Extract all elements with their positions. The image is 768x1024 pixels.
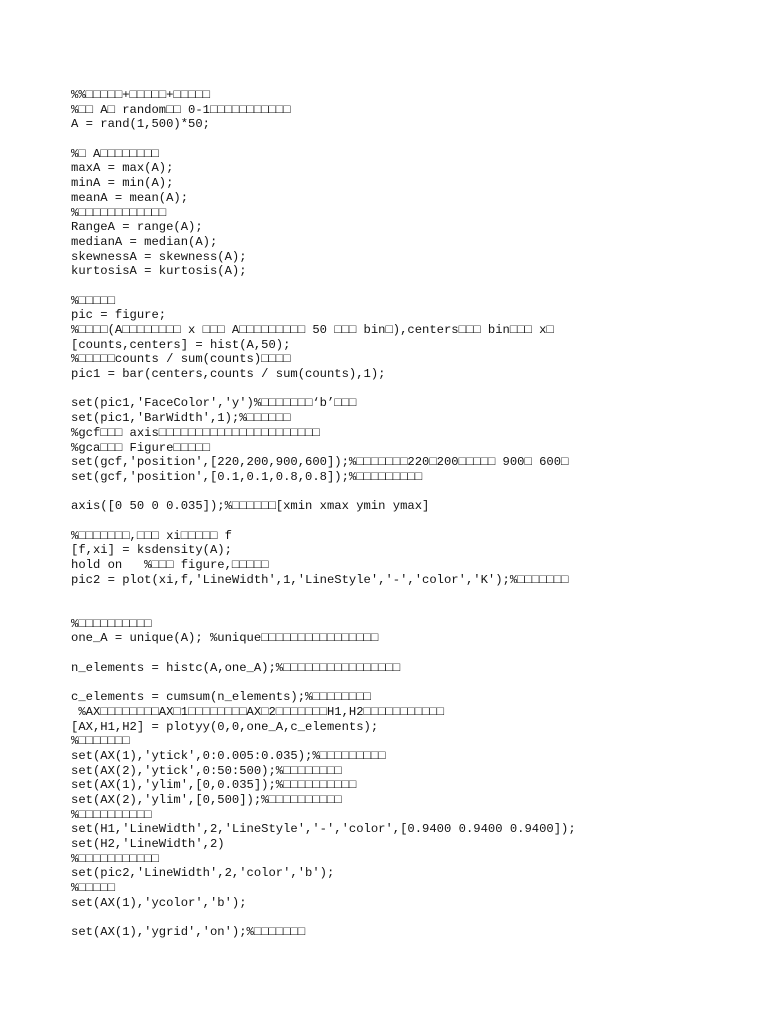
code-line: %□□ A□ random□□ 0-1□□□□□□□□□□□ bbox=[71, 102, 291, 117]
code-line: set(AX(1),'ygrid','on');%□□□□□□□ bbox=[71, 925, 306, 940]
code-line: set(AX(1),'ylim',[0,0.035]);%□□□□□□□□□□ bbox=[71, 778, 357, 793]
code-line: A = rand(1,500)*50; bbox=[71, 117, 210, 132]
code-line: set(gcf,'position',[220,200,900,600]);%□□□□□□□220□200□□□□□ 900□ 600□ bbox=[71, 455, 569, 470]
code-line: %gca□□□ Figure□□□□□ bbox=[71, 440, 210, 455]
code-line: %□□□□□□□,□□□ xi□□□□□ f bbox=[71, 528, 232, 543]
code-line: maxA = max(A); bbox=[71, 161, 174, 176]
code-line: %AX□□□□□□□□AX□1□□□□□□□□AX□2□□□□□□□H1,H2□□□□□□□□□□□ bbox=[71, 704, 444, 719]
code-line: [f,xi] = ksdensity(A); bbox=[71, 543, 232, 558]
code-line: pic = figure; bbox=[71, 308, 167, 323]
code-line: %□□□□(A□□□□□□□□ x □□□ A□□□□□□□□□ 50 □□□ bin□),centers□□□ bin□□□ x□ bbox=[71, 323, 554, 337]
code-line: %□ A□□□□□□□□ bbox=[71, 146, 159, 161]
code-line: set(pic2,'LineWidth',2,'color','b'); bbox=[71, 866, 335, 881]
code-line: %□□□□□□□□□□□□ bbox=[71, 205, 167, 220]
code-line: [AX,H1,H2] = plotyy(0,0,one_A,c_elements); bbox=[71, 719, 379, 734]
code-line: minA = min(A); bbox=[71, 176, 174, 191]
code-line bbox=[71, 587, 751, 602]
code-line: medianA = median(A); bbox=[71, 234, 218, 249]
code-line: pic2 = plot(xi,f,'LineWidth',1,'LineStyle','-','color','K');%□□□□□□□ bbox=[71, 572, 569, 587]
code-line: %□□□□□ bbox=[71, 293, 115, 308]
code-line: set(gcf,'position',[0.1,0.1,0.8,0.8]);%□□□□□□□□□ bbox=[71, 469, 423, 484]
code-line: meanA = mean(A); bbox=[71, 190, 189, 205]
code-line: pic1 = bar(centers,counts / sum(counts),1); bbox=[71, 367, 386, 382]
code-line: n_elements = histc(A,one_A);%□□□□□□□□□□□□□□□□ bbox=[71, 660, 401, 675]
code-line: set(pic1,'BarWidth',1);%□□□□□□ bbox=[71, 411, 291, 426]
code-line: %%□□□□□+□□□□□+□□□□□ bbox=[71, 88, 210, 102]
code-line: set(AX(1),'ycolor','b'); bbox=[71, 895, 247, 910]
code-line: kurtosisA = kurtosis(A); bbox=[71, 264, 247, 279]
code-line: %□□□□□□□□□□ bbox=[71, 807, 152, 822]
code-line bbox=[71, 676, 751, 691]
code-line: one_A = unique(A); %unique□□□□□□□□□□□□□□□□ bbox=[71, 631, 379, 646]
code-line bbox=[71, 132, 751, 147]
code-line: set(AX(1),'ytick',0:0.005:0.035);%□□□□□□□□□ bbox=[71, 748, 386, 763]
code-block bbox=[71, 88, 751, 940]
code-line: set(H2,'LineWidth',2) bbox=[71, 837, 225, 852]
code-line: %□□□□□□□ bbox=[71, 734, 130, 749]
code-line bbox=[71, 514, 751, 529]
code-line bbox=[71, 646, 751, 661]
code-line: %gcf□□□ axis□□□□□□□□□□□□□□□□□□□□□□ bbox=[71, 425, 320, 440]
code-line: [counts,centers] = hist(A,50); bbox=[71, 337, 291, 352]
code-line: hold on %□□□ figure,□□□□□ bbox=[71, 558, 269, 572]
code-line: axis([0 50 0 0.035]);%□□□□□□[xmin xmax ymin ymax] bbox=[71, 499, 430, 514]
code-line: set(AX(2),'ylim',[0,500]);%□□□□□□□□□□ bbox=[71, 793, 342, 807]
code-line: set(AX(2),'ytick',0:50:500);%□□□□□□□□ bbox=[71, 763, 342, 778]
code-line: %□□□□□□□□□□ bbox=[71, 616, 152, 631]
code-line: c_elements = cumsum(n_elements);%□□□□□□□□ bbox=[71, 690, 371, 705]
code-line: RangeA = range(A); bbox=[71, 220, 203, 235]
code-line: %□□□□□□□□□□□ bbox=[71, 851, 159, 866]
code-line: set(pic1,'FaceColor','y')%□□□□□□□‘b’□□□ bbox=[71, 396, 357, 411]
code-line bbox=[71, 382, 751, 397]
code-line bbox=[71, 485, 751, 500]
code-line bbox=[71, 279, 751, 294]
code-line: %□□□□□ bbox=[71, 881, 115, 896]
code-line bbox=[71, 602, 751, 617]
code-line bbox=[71, 911, 751, 926]
code-line: skewnessA = skewness(A); bbox=[71, 249, 247, 264]
code-line: set(H1,'LineWidth',2,'LineStyle','-','color',[0.9400 0.9400 0.9400]); bbox=[71, 822, 576, 837]
code-line: %□□□□□counts / sum(counts)□□□□ bbox=[71, 352, 291, 367]
